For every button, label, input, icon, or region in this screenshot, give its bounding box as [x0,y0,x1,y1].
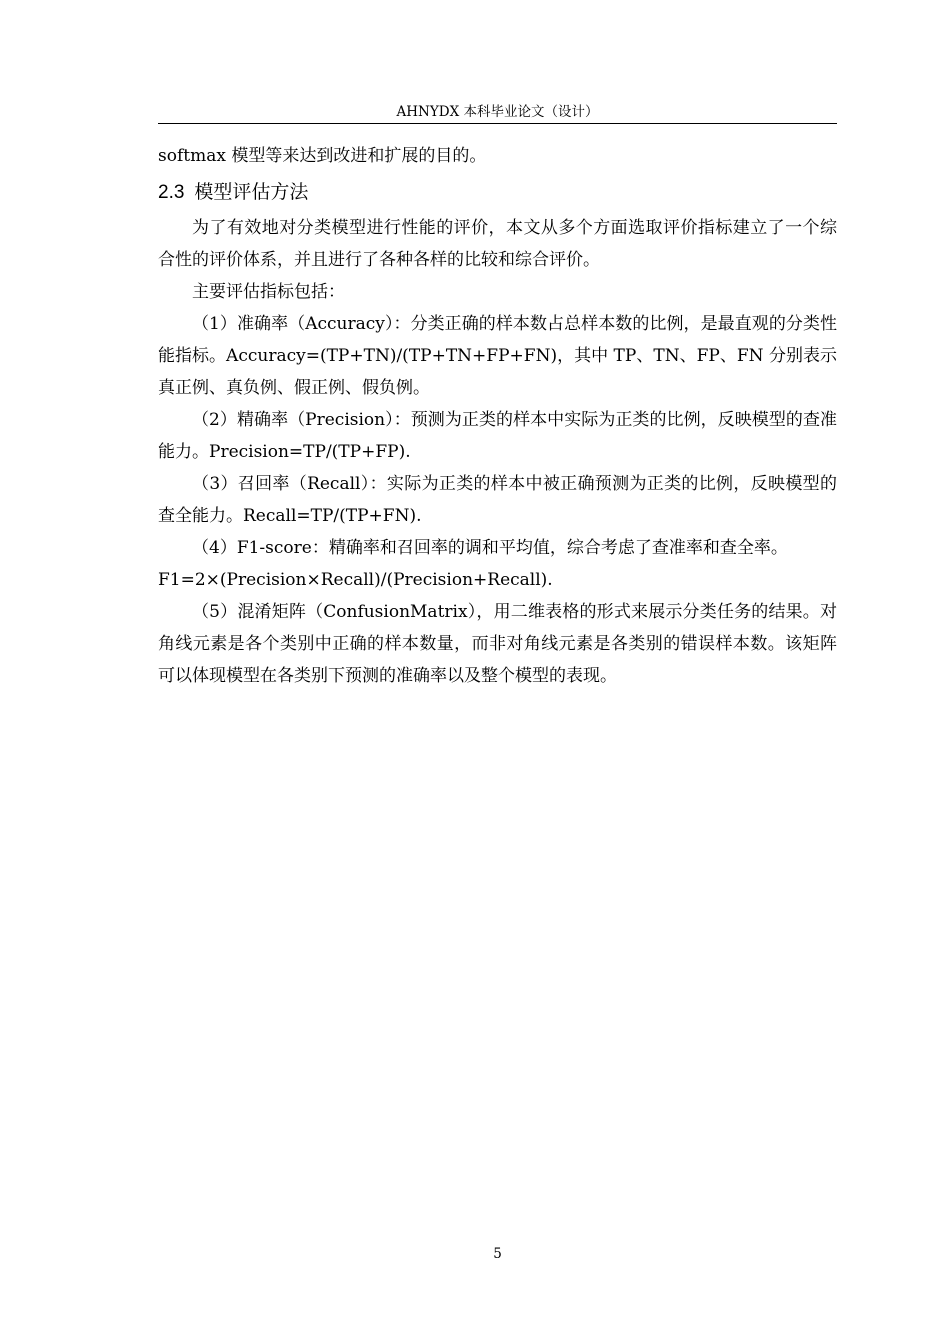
running-header: AHNYDX 本科毕业论文（设计） [396,104,599,120]
overview-paragraph: 为了有效地对分类模型进行性能的评价，本文从多个方面选取评价指标建立了一个综合性的评价体系，并且进行了各种各样的比较和综合评价。 [158,218,837,270]
page-body [158,140,837,692]
page-number: 5 [493,1246,502,1262]
accuracy-paragraph: （1）准确率（Accuracy）：分类正确的样本数占总样本数的比例，是最直观的分类性能指标。Accuracy=(TP+TN)/(TP+TN+FP+FN)，其中 TP、TN、FP、FN 分别表示真正例、真负例、假正例、假负例。 [158,314,837,398]
section-title: 模型评估方法 [194,181,309,203]
recall-paragraph: （3）召回率（Recall）：实际为正类的样本中被正确预测为正类的比例，反映模型的查全能力。Recall=TP/(TP+FN). [158,474,837,526]
f1-paragraph: （4）F1-score：精确率和召回率的调和平均值，综合考虑了查准率和查全率。 [192,538,788,558]
section-heading [158,172,837,212]
metrics-intro-paragraph: 主要评估指标包括： [192,282,345,302]
header-rule [158,123,837,124]
section-number: 2.3 [158,182,185,203]
continuation-paragraph: softmax 模型等来达到改进和扩展的目的。 [158,146,487,166]
confusion-matrix-paragraph: （5）混淆矩阵（ConfusionMatrix），用二维表格的形式来展示分类任务的结果。对角线元素是各个类别中正确的样本数量，而非对角线元素是各类别的错误样本数。该矩阵可以体现模型在各类别下预测的准确率以及整个模型的表现。 [158,602,837,686]
precision-paragraph: （2）精确率（Precision）：预测为正类的样本中实际为正类的比例，反映模型的查准能力。Precision=TP/(TP+FP). [158,410,837,462]
f1-formula: F1=2×(Precision×Recall)/(Precision+Recall). [158,570,553,590]
